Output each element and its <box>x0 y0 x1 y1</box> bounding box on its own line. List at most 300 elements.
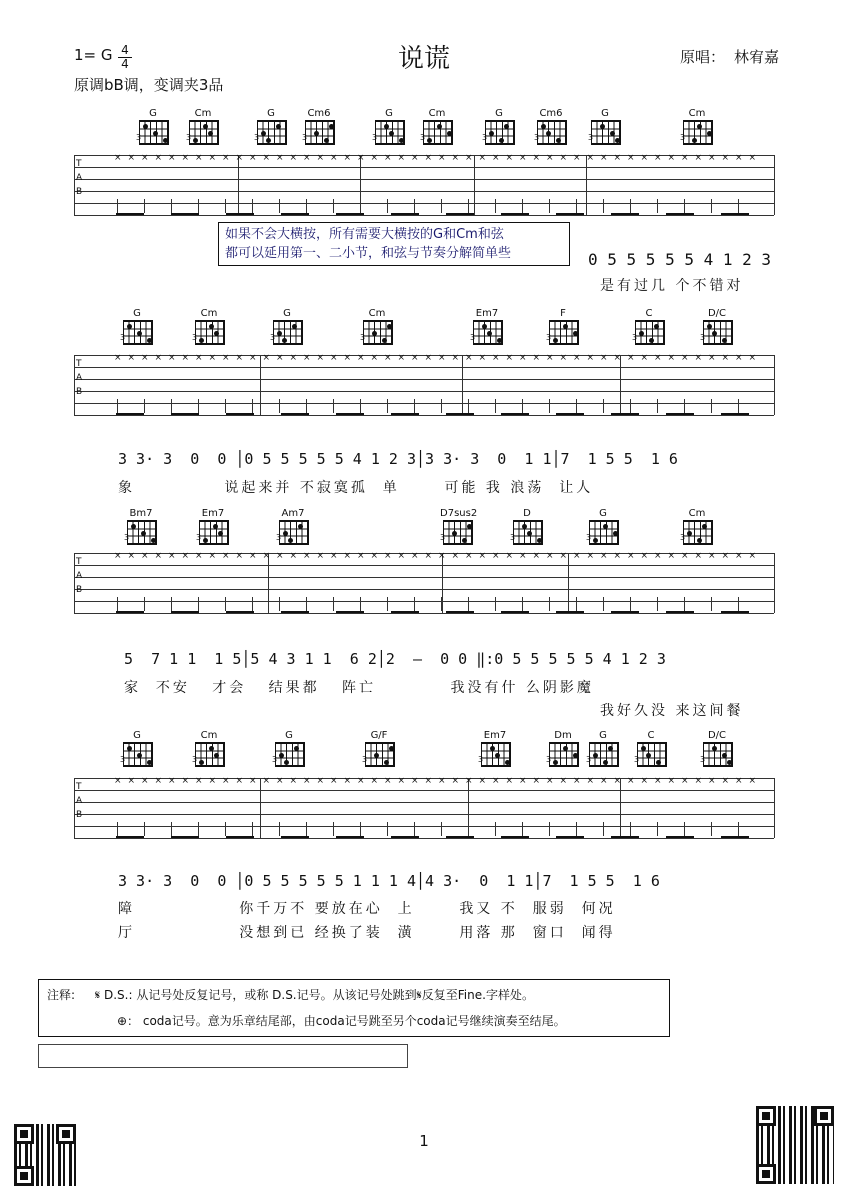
chord-name: G <box>149 108 157 119</box>
tab-note-x: × <box>316 551 325 561</box>
note-stem <box>171 822 172 836</box>
note-stem <box>522 822 523 836</box>
tab-note-x: × <box>721 153 730 163</box>
chord-diagram <box>136 108 170 145</box>
footnote-label: 注释: <box>47 988 76 1002</box>
tab-note-x: × <box>289 353 298 363</box>
note-beam <box>611 611 639 613</box>
finger-dot <box>294 746 299 751</box>
tab-note-x: × <box>546 353 554 363</box>
tab-note-x: × <box>384 551 392 561</box>
barline <box>260 355 261 415</box>
note-stem <box>657 822 658 836</box>
tab-clef-letter: B <box>76 187 83 197</box>
chord-grid: 3 <box>549 320 579 345</box>
note-stem <box>738 597 739 611</box>
time-top: 4 <box>121 43 129 57</box>
tab-note-x: × <box>262 353 271 363</box>
tab-note-x: × <box>694 551 703 561</box>
note-stem <box>252 399 253 413</box>
tab-note-x: × <box>492 353 500 363</box>
chord-grid: 3 <box>537 120 567 145</box>
finger-dot <box>452 531 457 536</box>
tab-note-x: × <box>181 153 190 163</box>
tab-note-x: × <box>438 353 446 363</box>
note-stem <box>414 597 415 611</box>
finger-dot <box>692 138 697 143</box>
tab-note-x: × <box>357 153 365 163</box>
note-stem <box>603 199 604 213</box>
note-stem <box>333 822 334 836</box>
note-stem <box>684 199 685 213</box>
tab-note-x: × <box>262 153 271 163</box>
note-stem <box>711 199 712 213</box>
tab-note-x: × <box>208 353 217 363</box>
note-beam <box>336 611 364 613</box>
tab-note-x: × <box>613 153 622 163</box>
finger-dot <box>153 131 158 136</box>
chord-name: Am7 <box>281 508 305 519</box>
note-stem <box>495 399 496 413</box>
tab-note-x: × <box>397 153 406 163</box>
chord-name: Dm <box>554 730 572 741</box>
chord-diagram <box>196 508 230 545</box>
note-beam <box>446 413 474 415</box>
tab-note-x: × <box>411 776 419 786</box>
chord-grid: 3 <box>195 320 225 345</box>
note-stem <box>117 822 118 836</box>
chord-grid: 3 <box>365 742 395 767</box>
tab-note-x: × <box>451 776 460 786</box>
tab-note-x: × <box>465 776 473 786</box>
note-beam <box>171 836 199 838</box>
tab-note-x: × <box>721 551 730 561</box>
chord-grid: 3 <box>123 320 153 345</box>
lyrics-4b: 厅 没想到已 经换了装 潢 用落 那 窗口 闻得 <box>118 925 616 941</box>
note-stem <box>252 822 253 836</box>
finger-dot <box>137 753 142 758</box>
tab-note-x: × <box>397 551 406 561</box>
finger-dot <box>610 131 615 136</box>
chord-diagram <box>478 730 512 767</box>
chord-name: D/C <box>707 308 727 319</box>
tab-note-x: × <box>154 353 163 363</box>
footnote-box <box>38 979 670 1037</box>
chord-diagram <box>186 108 220 145</box>
finger-dot <box>261 131 266 136</box>
chord-grid: 3 <box>195 742 225 767</box>
note-beam <box>391 213 419 215</box>
finger-dot <box>707 324 712 329</box>
finger-dot <box>499 138 504 143</box>
tab-note-x: × <box>735 776 743 786</box>
finger-dot <box>553 760 558 765</box>
finger-dot <box>209 324 214 329</box>
lyrics-2: 象 说起来并 不寂寞孤 单 可能 我 浪荡 让人 <box>118 480 594 496</box>
tab-string-line <box>74 601 774 602</box>
tab-note-x: × <box>573 353 581 363</box>
tab-note-x: × <box>519 776 527 786</box>
tab-note-x: × <box>451 551 460 561</box>
chord-grid: 3 <box>199 520 229 545</box>
note-stem <box>684 822 685 836</box>
finger-dot <box>151 538 156 543</box>
barline <box>774 155 775 215</box>
finger-dot <box>147 338 152 343</box>
tab-clef-letter: A <box>76 373 83 383</box>
tab-clef-letter: A <box>76 571 83 581</box>
note-beam <box>336 836 364 838</box>
chord-grid: 3 <box>549 742 579 767</box>
tab-note-x: × <box>627 551 635 561</box>
tab-note-x: × <box>235 776 244 786</box>
note-stem <box>360 597 361 611</box>
finger-dot <box>372 331 377 336</box>
barline <box>774 355 775 415</box>
note-stem <box>711 399 712 413</box>
chord-name: Cm6 <box>307 108 331 119</box>
chord-diagram <box>302 108 336 145</box>
chord-diagram <box>372 108 406 145</box>
tab-note-x: × <box>748 776 757 786</box>
note-beam <box>281 413 309 415</box>
finger-dot <box>722 338 727 343</box>
finger-dot <box>127 746 132 751</box>
chord-name: Em7 <box>483 730 507 741</box>
note-stem <box>144 399 145 413</box>
chord-diagram <box>420 108 454 145</box>
chord-name: G <box>283 308 291 319</box>
tab-note-x: × <box>600 353 608 363</box>
tab-note-x: × <box>424 153 433 163</box>
finger-dot <box>522 524 527 529</box>
tab-note-x: × <box>438 776 446 786</box>
tab-note-x: × <box>343 776 352 786</box>
tab-note-x: × <box>208 776 217 786</box>
tab-note-x: × <box>694 353 703 363</box>
note-stem <box>495 199 496 213</box>
tab-note-x: × <box>532 551 541 561</box>
jianpu-numbers-2: 3 3· 3 0 0 │0 5 5 5 5 5 4 1 2 3│3 3· 3 0 1 1│7 1 5 5 1 6 <box>118 450 678 468</box>
note-stem <box>576 597 577 611</box>
chord-grid: 3 <box>703 742 733 767</box>
tab-note-x: × <box>276 551 284 561</box>
chord-grid: 3 <box>589 742 619 767</box>
note-beam <box>336 213 364 215</box>
tab-note-x: × <box>681 776 689 786</box>
chord-grid: 3 <box>637 742 667 767</box>
chord-name: G/F <box>370 730 388 741</box>
finger-dot <box>324 138 329 143</box>
chord-name: Cm <box>688 108 706 119</box>
chord-grid: 3 <box>139 120 169 145</box>
chord-diagram <box>680 508 714 545</box>
note-stem <box>279 199 280 213</box>
note-stem <box>360 399 361 413</box>
finger-dot <box>208 131 213 136</box>
tab-note-x: × <box>316 776 325 786</box>
finger-dot <box>646 753 651 758</box>
lyrics-3b: 我好久没 来这间餐 <box>600 703 744 719</box>
tab-note-x: × <box>613 551 622 561</box>
note-stem <box>171 199 172 213</box>
finger-dot <box>553 338 558 343</box>
note-beam <box>611 836 639 838</box>
note-stem <box>252 597 253 611</box>
tab-note-x: × <box>735 551 743 561</box>
note-line-2: 都可以延用第一、二小节，和弦与节奏分解简单些 <box>225 246 512 261</box>
tab-note-x: × <box>195 776 203 786</box>
chord-name: Cm <box>194 108 212 119</box>
note-stem <box>414 199 415 213</box>
finger-dot <box>563 324 568 329</box>
note-stem <box>144 597 145 611</box>
note-stem <box>603 399 604 413</box>
finger-dot <box>727 760 732 765</box>
note-beam <box>391 836 419 838</box>
note-beam <box>556 611 584 613</box>
tab-note-x: × <box>330 551 338 561</box>
note-beam <box>336 413 364 415</box>
note-beam <box>666 213 694 215</box>
note-stem <box>117 399 118 413</box>
note-beam <box>226 836 254 838</box>
note-stem <box>549 199 550 213</box>
note-stem <box>441 199 442 213</box>
barline <box>74 778 75 838</box>
chord-diagram <box>700 730 734 767</box>
chord-name: D/C <box>707 730 727 741</box>
tab-note-x: × <box>114 776 122 786</box>
tab-string-line <box>74 379 774 380</box>
chord-name: G <box>601 108 609 119</box>
tab-note-x: × <box>424 353 433 363</box>
note-stem <box>441 822 442 836</box>
note-stem <box>279 399 280 413</box>
chord-name: C <box>647 730 655 741</box>
note-stem <box>576 822 577 836</box>
finger-dot <box>593 538 598 543</box>
note-stem <box>387 597 388 611</box>
note-beam <box>556 413 584 415</box>
barline <box>774 778 775 838</box>
finger-dot <box>387 324 392 329</box>
note-beam <box>116 213 144 215</box>
chord-grid: 3 <box>443 520 473 545</box>
tab-note-x: × <box>735 153 743 163</box>
finger-dot <box>127 324 132 329</box>
note-stem <box>198 597 199 611</box>
chord-name: G <box>267 108 275 119</box>
finger-dot <box>505 760 510 765</box>
note-stem <box>387 822 388 836</box>
tab-string-line <box>74 167 774 168</box>
note-stem <box>171 399 172 413</box>
tab-note-x: × <box>721 776 730 786</box>
finger-dot <box>482 324 487 329</box>
note-stem <box>252 199 253 213</box>
tab-note-x: × <box>586 776 595 786</box>
tab-note-x: × <box>451 153 460 163</box>
tab-note-x: × <box>586 153 595 163</box>
tab-note-x: × <box>708 353 716 363</box>
chord-grid: 3 <box>305 120 335 145</box>
tab-note-x: × <box>222 551 230 561</box>
tab-note-x: × <box>438 551 446 561</box>
finger-dot <box>654 324 659 329</box>
tab-clef-letter: T <box>76 557 82 567</box>
chord-name: G <box>599 508 607 519</box>
chord-name: D <box>523 508 531 519</box>
tab-note-x: × <box>681 353 689 363</box>
tab-note-x: × <box>505 353 514 363</box>
note-stem <box>468 199 469 213</box>
finger-dot <box>447 131 452 136</box>
finger-dot <box>214 753 219 758</box>
finger-dot <box>593 753 598 758</box>
tab-note-x: × <box>370 153 379 163</box>
note-beam <box>556 213 584 215</box>
chord-diagram <box>360 308 394 345</box>
tab-note-x: × <box>451 353 460 363</box>
note-stem <box>711 822 712 836</box>
tab-note-x: × <box>370 776 379 786</box>
finger-dot <box>608 746 613 751</box>
note-stem <box>387 199 388 213</box>
finger-dot <box>147 760 152 765</box>
chord-grid: 3 <box>591 120 621 145</box>
tab-note-x: × <box>411 551 419 561</box>
tab-note-x: × <box>249 776 257 786</box>
note-stem <box>576 199 577 213</box>
tab-note-x: × <box>519 551 527 561</box>
tab-note-x: × <box>235 551 244 561</box>
note-beam <box>666 836 694 838</box>
finger-dot <box>437 124 442 129</box>
tab-note-x: × <box>667 551 676 561</box>
tab-note-x: × <box>708 776 716 786</box>
note-stem <box>603 822 604 836</box>
tab-note-x: × <box>627 353 635 363</box>
tab-note-x: × <box>127 353 136 363</box>
note-stem <box>657 399 658 413</box>
note-beam <box>721 213 749 215</box>
chord-name: D7sus2 <box>440 508 478 519</box>
tab-clef-letter: B <box>76 585 83 595</box>
finger-dot <box>389 746 394 751</box>
finger-dot <box>193 138 198 143</box>
finger-dot <box>613 531 618 536</box>
chord-grid: 3 <box>481 742 511 767</box>
chord-diagram <box>588 108 622 145</box>
finger-dot <box>527 531 532 536</box>
finger-dot <box>712 331 717 336</box>
chord-grid: 3 <box>473 320 503 345</box>
chord-name: Em7 <box>201 508 225 519</box>
finger-dot <box>537 538 542 543</box>
finger-dot <box>546 131 551 136</box>
tab-note-x: × <box>748 551 757 561</box>
tab-note-x: × <box>181 776 190 786</box>
tab-note-x: × <box>195 153 203 163</box>
tab-note-x: × <box>276 776 284 786</box>
tab-note-x: × <box>478 776 487 786</box>
tab-note-x: × <box>222 353 230 363</box>
note-beam <box>116 836 144 838</box>
finger-dot <box>282 338 287 343</box>
note-stem <box>630 199 631 213</box>
finger-dot <box>276 124 281 129</box>
tab-note-x: × <box>573 551 581 561</box>
note-stem <box>144 822 145 836</box>
tab-note-x: × <box>195 551 203 561</box>
finger-dot <box>288 538 293 543</box>
note-stem <box>549 597 550 611</box>
tab-string-line <box>74 565 774 566</box>
barline <box>586 155 587 215</box>
barline <box>74 155 75 215</box>
tab-note-x: × <box>154 551 163 561</box>
note-stem <box>522 597 523 611</box>
finger-dot <box>329 124 334 129</box>
tab-note-x: × <box>586 353 595 363</box>
chord-grid: 3 <box>257 120 287 145</box>
tab-note-x: × <box>262 776 271 786</box>
finger-dot <box>702 524 707 529</box>
note-beam <box>446 213 474 215</box>
tab-note-x: × <box>397 353 406 363</box>
finger-dot <box>639 331 644 336</box>
chord-grid: 3 <box>127 520 157 545</box>
chord-diagram <box>534 108 568 145</box>
tab-note-x: × <box>276 153 284 163</box>
lyrics-3a: 家 不安 才会 结果都 阵亡 我没有什 么阴影魔 <box>124 680 594 696</box>
tab-note-x: × <box>168 776 176 786</box>
finger-dot <box>382 338 387 343</box>
tab-staff-4 <box>74 778 774 838</box>
note-stem <box>441 597 442 611</box>
tab-string-line <box>74 790 774 791</box>
finger-dot <box>203 124 208 129</box>
chord-diagram <box>362 730 396 767</box>
tab-note-x: × <box>222 776 230 786</box>
note-beam <box>446 836 474 838</box>
note-stem <box>225 199 226 213</box>
chord-grid: 3 <box>375 120 405 145</box>
tab-note-x: × <box>708 153 716 163</box>
tab-string-line <box>74 613 774 614</box>
note-stem <box>495 822 496 836</box>
tab-note-x: × <box>613 353 622 363</box>
tab-note-x: × <box>654 353 662 363</box>
singer-label: 原唱： <box>680 48 726 66</box>
chord-diagram <box>440 508 478 545</box>
tab-note-x: × <box>289 776 298 786</box>
finger-dot <box>573 331 578 336</box>
note-beam <box>666 611 694 613</box>
note-stem <box>414 399 415 413</box>
tab-note-x: × <box>114 353 122 363</box>
finger-dot <box>143 124 148 129</box>
tab-clef-letter: A <box>76 796 83 806</box>
finger-dot <box>697 538 702 543</box>
finger-dot <box>603 524 608 529</box>
tab-note-x: × <box>613 776 622 786</box>
note-beam <box>721 611 749 613</box>
finger-dot <box>209 746 214 751</box>
footnote-coda: ⊕： coda记号。意为乐章结尾部，由coda记号跳至另个coda记号继续演奏至结尾。 <box>117 1014 566 1028</box>
tab-note-x: × <box>748 153 757 163</box>
